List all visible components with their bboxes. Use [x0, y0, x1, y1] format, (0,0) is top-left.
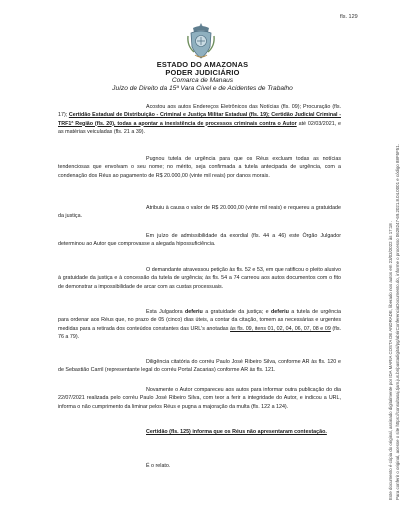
signature-notice: Este documento é cópia do original, assinado digitalmente por IDA MARIA COSTA DE ANDRADE, liberado nos autos em 23/03/2022 às 17:18 .: [388, 220, 393, 500]
paragraph-6: [58, 308, 341, 341]
certidao-statement: Certidão (fls. 125) informa que os Réus não apresentaram contestação.: [146, 429, 327, 435]
court-title: Juízo de Direito da 15ª Vara Cível e de Acidentes de Trabalho: [112, 85, 293, 92]
paragraph-6-text-g: (fls. 76 a 79).: [58, 325, 342, 340]
paragraph-1-text-b: Certidão Estadual de Distribuição - Criminal e Justiça Militar Estadual (fls. 19); Certidão Judicial Criminal - TRF1ª Região (fls. 20), todas a apontar a inexistência de processos criminais contra o Autor: [58, 112, 341, 127]
judiciary-title: PODER JUDICIÁRIO: [165, 68, 240, 77]
paragraph-5: O demandante atravessou petição às fls. 52 e 53, em que ratificou o pleito alusivo à gratuidade da justiça e à concessão da tutela de urgência; às fls. 54 a 74 carreou aos autos documentos com o fito de demonstrar a impossibilidade de arcar com as custas processuais.: [58, 267, 341, 290]
paragraph-6-text-c: a gratuidade da justiça; e: [202, 309, 272, 315]
district-title: Comarca de Manaus: [171, 77, 234, 84]
paragraph-6-items-reference: às fls. 09, itens 01, 02, 04, 06, 07, 08 e 09: [230, 325, 331, 332]
paragraph-1: [58, 103, 341, 136]
paragraph-8: Novamente o Autor compareceu aos autos para informar outra publicação do dia 22/07/2021 realizada pelo corréu Paulo José Ribeiro Silva, com teor a ferir a integridade do Autor, e indicou a URL, informa o não cumprimento da liminar pelos Réus e pugna a majoração da multa (fls. 122 a 124).: [58, 387, 341, 410]
paragraph-6-deferiu-1: deferiu: [184, 309, 203, 315]
paragraph-2: Pugnou tutela de urgência para que os Réus excluam todas as notícias tendenciosas que envolvam o seu nome; no mérito, seja confirmada a tutela antecipada de urgência, com a condenação dos Réus ao pagamento de R$ 20.000,00 (vinte mil reais) por danos morais.: [58, 156, 341, 179]
paragraph-6-deferiu-2: deferiu: [271, 309, 289, 315]
paragraph-9: [58, 428, 341, 436]
page-number: fls. 129: [340, 14, 358, 20]
paragraph-1-text-c: até 02/03/2021, e as matérias veiculadas (fls. 21 a 39).: [58, 120, 342, 135]
verification-notice: Para conferir o original, acesse o site https://consultasaj.tjam.jus.br/pastadigital/pg/abrirConferenciaDocumento.do, informe o processo 0628247-69.2021.8.04.0001 e código 88F5F51.: [395, 144, 400, 500]
coat-of-arms-icon: [186, 22, 216, 60]
state-title: ESTADO DO AMAZONAS: [156, 60, 249, 69]
paragraph-7: Diligência citatória do corréu Paulo José Ribeiro Silva, conforme AR às fls. 120 e de Sebastião Carril (representante legal do corréu Portal Zacarias) conforme AR às fls. 121.: [58, 359, 341, 374]
paragraph-10: É o relato.: [146, 463, 171, 469]
paragraph-4: Em juízo de admissibilidade da exordial (fls. 44 a 46) este Órgão Julgador determinou ao Autor que comprovasse a alegada hipossuficiência.: [58, 233, 341, 248]
paragraph-1-text-a: Acostou aos autos Endereços Eletrônicos das Notícias (fls. 09); Procuração (fls. 17);: [58, 104, 341, 119]
paragraph-3: Atribuiu à causa o valor de R$ 20.000,00 (vinte mil reais) e requereu a gratuidade da justiça.: [58, 205, 341, 220]
paragraph-6-text-a: Esta Julgadora: [146, 309, 185, 315]
paragraph-6-text-e: a tutela de urgência para ordenar aos Réus que, no prazo de 05 (cinco) dias úteis, a contar da citação, tomem as necessárias e urgentes medidas para a retirada dos conteúdos constantes das URL's anotadas: [58, 309, 341, 332]
